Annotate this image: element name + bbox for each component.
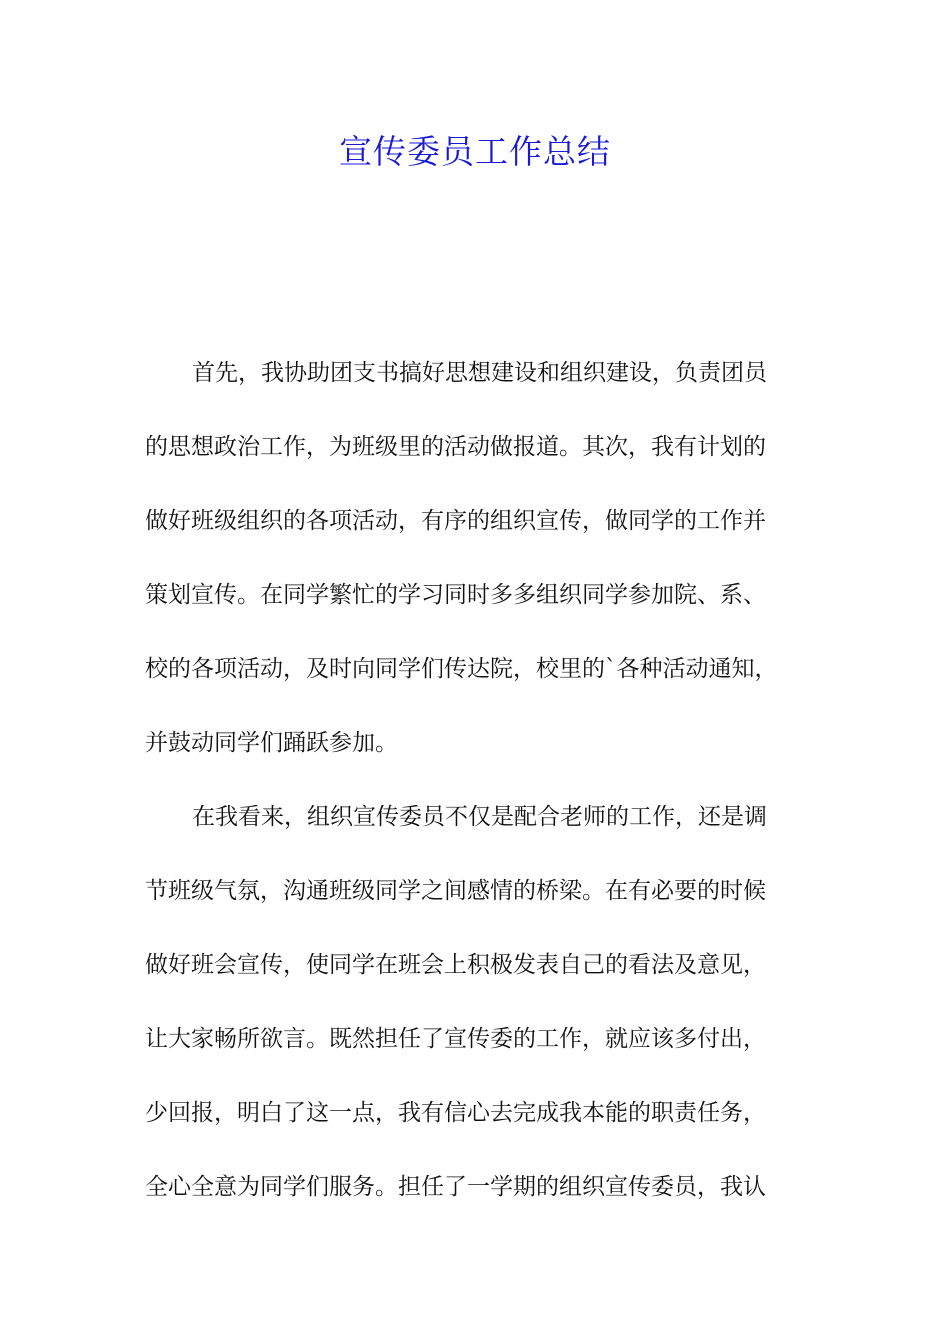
paragraph-1	[145, 336, 807, 780]
paragraph-line: 少回报，明白了这一点，我有信心去完成我本能的职责任务，	[145, 1100, 766, 1126]
paragraph-line: 在我看来，组织宣传委员不仅是配合老师的工作，还是调	[192, 804, 767, 830]
document-title: 宣传委员工作总结	[339, 132, 611, 171]
document-body	[145, 336, 807, 1224]
paragraph-line: 做好班会宣传，使同学在班会上积极发表自己的看法及意见，	[145, 952, 766, 978]
paragraph-line: 并鼓动同学们踊跃参加。	[145, 730, 398, 756]
paragraph-line: 做好班级组织的各项活动，有序的组织宣传，做同学的工作并	[145, 508, 766, 534]
paragraph-line: 校的各项活动，及时向同学们传达院，校里的`各种活动通知，	[145, 656, 778, 682]
paragraph-line: 首先，我协助团支书搞好思想建设和组织建设，负责团员	[192, 360, 767, 386]
paragraph-line: 让大家畅所欲言。既然担任了宣传委的工作，就应该多付出，	[145, 1026, 766, 1052]
paragraph-line: 全心全意为同学们服务。担任了一学期的组织宣传委员，我认	[145, 1174, 766, 1200]
paragraph-line: 策划宣传。在同学繁忙的学习同时多多组织同学参加院、系、	[145, 582, 766, 608]
paragraph-line: 的思想政治工作，为班级里的活动做报道。其次，我有计划的	[145, 434, 766, 460]
paragraph-2	[145, 780, 807, 1224]
paragraph-line: 节班级气氛，沟通班级同学之间感情的桥梁。在有必要的时候	[145, 878, 766, 904]
